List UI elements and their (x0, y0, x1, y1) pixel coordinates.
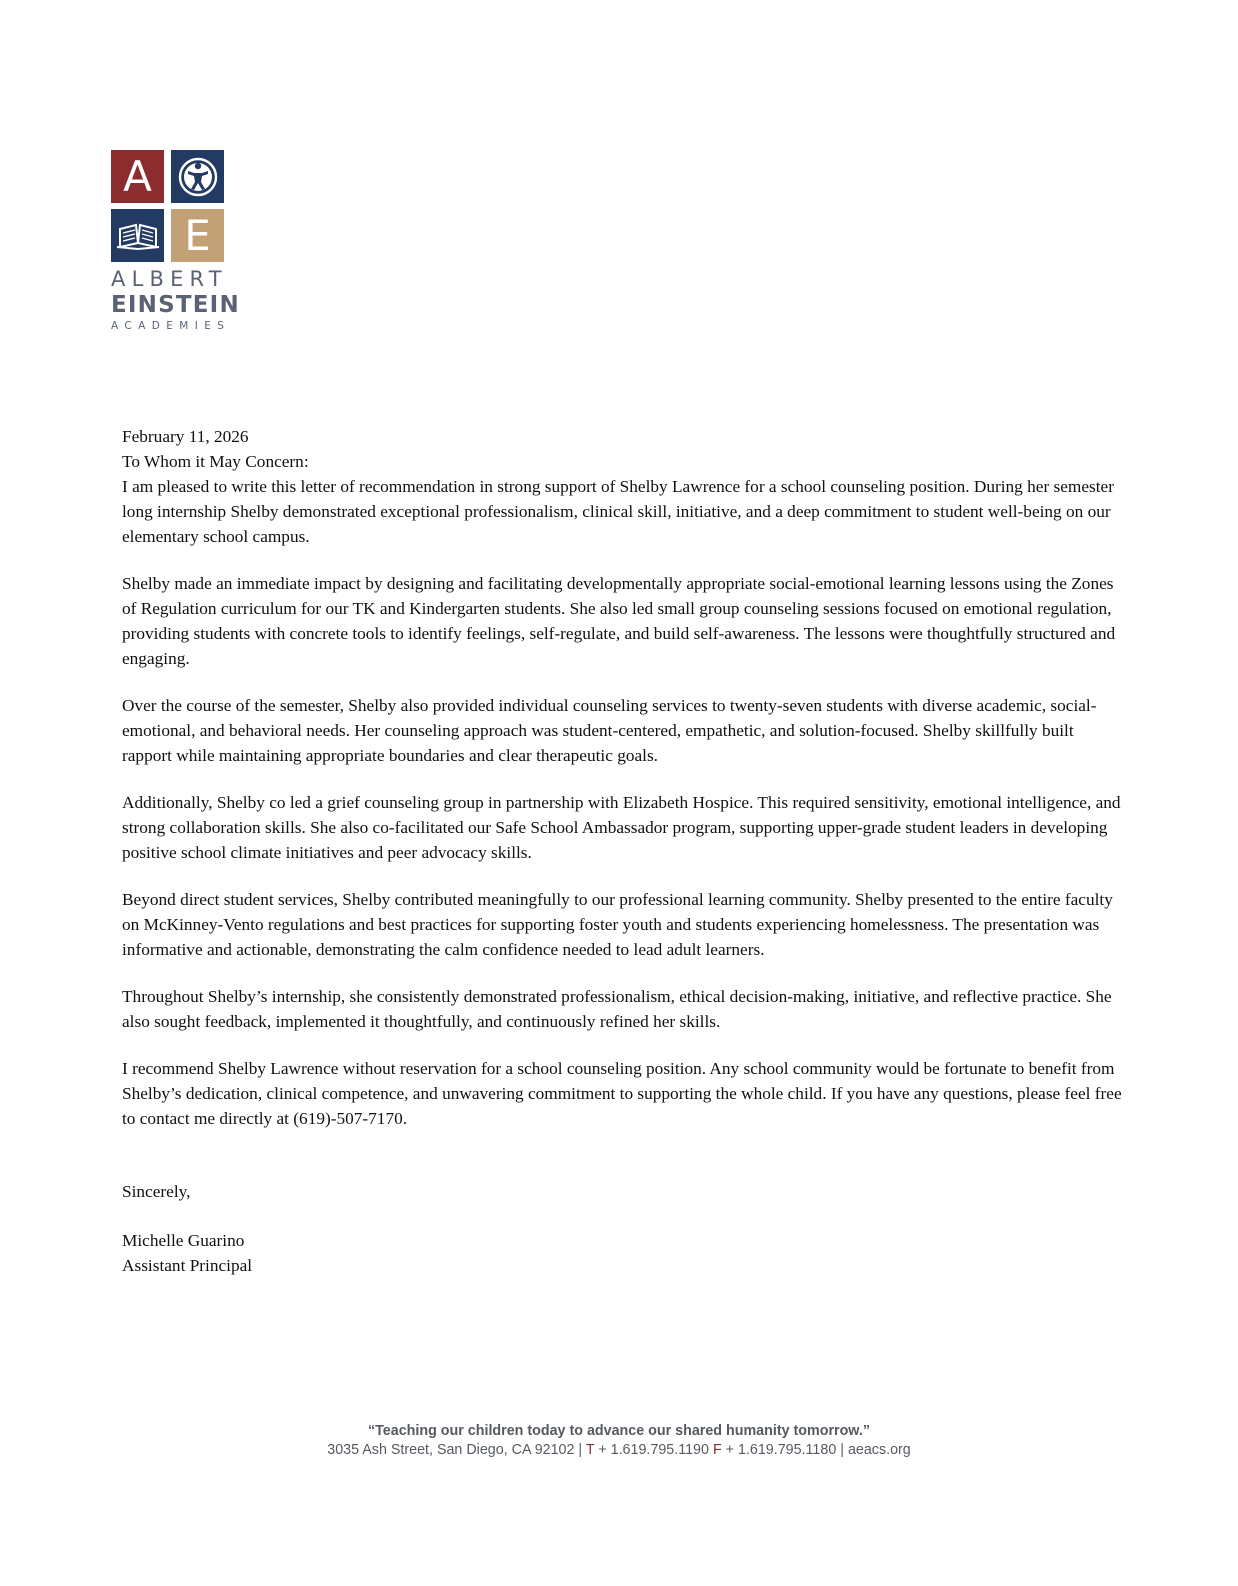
logo-wordmark (111, 267, 240, 332)
footer-address: 3035 Ash Street, San Diego, CA 92102 | (327, 1442, 586, 1458)
signer-name: Michelle Guarino (122, 1231, 245, 1250)
letter-paragraph: Throughout Shelby’s internship, she consistently demonstrated professionalism, ethical decision-making, initiative, and reflective practice. She also sought feedback, implemented it thoughtfully, and continuously refined her skills. (122, 987, 1112, 1031)
footer-fax-label: F (712, 1442, 722, 1458)
wordmark-academies: ACADEMIES (111, 320, 231, 332)
letter-paragraph: Additionally, Shelby co led a grief counseling group in partnership with Elizabeth Hospice. This required sensitivity, emotional intelligence, and strong collaboration skills. She also co-facilitated our Safe School Ambassador program, supporting upper-grade student leaders in developing positive school climate initiatives and peer advocacy skills. (122, 793, 1121, 862)
footer-fax-website: + 1.619.795.1180 | aeacs.org (721, 1442, 911, 1458)
logo-letter-e: E (184, 210, 211, 260)
signer-title: Assistant Principal (122, 1256, 253, 1275)
wordmark-einstein: EINSTEIN (111, 292, 240, 318)
footer-phone: + 1.619.795.1190 (594, 1442, 713, 1458)
wordmark-albert: ALBERT (111, 267, 228, 291)
globe-figure-icon (176, 155, 220, 199)
letter-closing: Sincerely, (122, 1182, 191, 1201)
letter-paragraph: Shelby made an immediate impact by designing and facilitating developmentally appropriate social-emotional learning lessons using the Zones of Regulation curriculum for our TK and Kindergarten students. She also led small group counseling sessions focused on emotional regulation, providing students with concrete tools to identify feelings, self-regulate, and build self-awareness. The lessons were thoughtfully structured and engaging. (122, 574, 1116, 668)
logo-tile-a (111, 150, 164, 203)
letter-body (122, 424, 1122, 1278)
footer-phone-label: T (585, 1442, 595, 1458)
letter-date: February 11, 2026 (122, 427, 249, 446)
logo-letter-a: A (123, 151, 152, 201)
letter-paragraph: Beyond direct student services, Shelby contributed meaningfully to our professional learning community. Shelby presented to the entire faculty on McKinney-Vento regulations and best practices for supporting foster youth and students experiencing homelessness. The presentation was informative and actionable, demonstrating the calm confidence needed to lead adult learners. (122, 890, 1113, 959)
school-logo (111, 150, 240, 332)
letterhead-footer (0, 1421, 1238, 1459)
footer-contact (0, 1441, 1238, 1459)
logo-tiles (111, 150, 224, 263)
footer-tagline: “Teaching our children today to advance our shared humanity tomorrow.” (367, 1423, 871, 1439)
logo-tile-e (171, 209, 224, 262)
letter-paragraph: I recommend Shelby Lawrence without reservation for a school counseling position. Any school community would be fortunate to benefit from Shelby’s dedication, clinical competence, and unwavering commitment to supporting the whole child. If you have any questions, please feel free to contact me directly at (619)-507-7170. (122, 1059, 1122, 1128)
logo-tile-book (111, 209, 164, 262)
letter-paragraph: I am pleased to write this letter of recommendation in strong support of Shelby Lawrence for a school counseling position. During her semester long internship Shelby demonstrated exceptional professionalism, clinical skill, initiative, and a deep commitment to student well-being on our elementary school campus. (122, 477, 1114, 546)
letter-salutation: To Whom it May Concern: (122, 452, 309, 471)
letter-paragraph: Over the course of the semester, Shelby also provided individual counseling services to twenty-seven students with diverse academic, social-emotional, and behavioral needs. Her counseling approach was student-centered, empathetic, and solution-focused. Shelby skillfully built rapport while maintaining appropriate boundaries and clear therapeutic goals. (122, 696, 1097, 765)
logo-tile-globe (171, 150, 224, 203)
open-book-icon (114, 221, 162, 251)
